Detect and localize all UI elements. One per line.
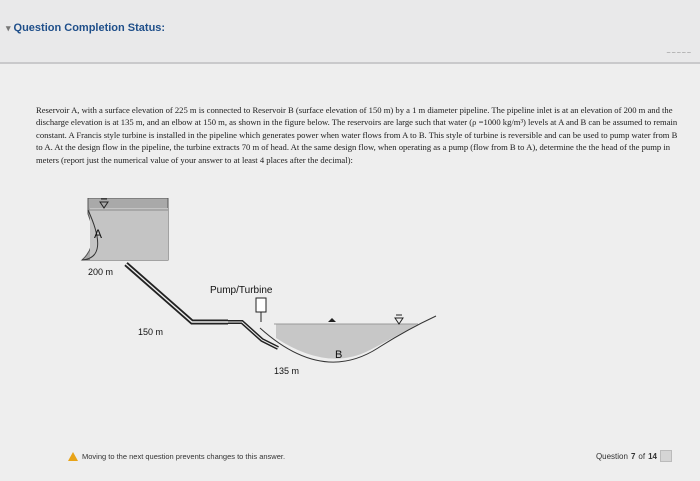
question-total: 14 [648,451,657,461]
pump-turbine-icon [256,298,266,312]
status-title[interactable] [6,22,165,34]
footer-warning-text: Moving to the next question prevents changes to this answer. [82,452,286,461]
discharge-elevation-label: 135 m [274,366,300,376]
question-of: of [638,451,646,461]
collapse-caret-icon[interactable]: ▾ [6,23,11,33]
reservoir-figure [60,198,450,444]
status-bar [0,0,700,62]
question-panel [0,64,700,481]
top-right-link[interactable]: ~~~~~ [666,50,692,57]
question-label: Question [595,451,628,461]
inlet-elevation-label: 200 m [88,267,114,277]
machine-label: Pump/Turbine [210,285,273,296]
question-current: 7 [630,451,636,461]
question-text: Reservoir A, with a surface elevation of 225 m is connected to Reservoir B (surface elevation of 150 m) by a 1 m diameter pipeline. The pipeline inlet is at an elevation of 200 m and the discharge elevation is at 135 m, and an elbow at 150 m, as shown in the figure below. The reservoirs are large such that water (ρ =1000 kg/m³) levels at A and B can be assumed to remain constant. A Francis style turbine is installed in the pipeline which generates power when water flows from A to B. This style of turbine is reversible and can be used to pump water from B to A. At the design flow in the pipeline, the turbine extracts 70 m of head. At the same design flow, when operating as a pump (flow from B to A), determine the the head of the pump in meters (report just the numerical value of your answer to at least 4 places after the decimal): [36,105,678,165]
reservoir-a-label: A [94,227,103,241]
surface-marker-b-icon [395,315,403,324]
question-nav-button[interactable] [660,450,672,462]
arrow-icon [328,318,336,322]
reservoir-b-label: B [335,349,343,361]
status-title-label: Question Completion Status: [13,22,166,34]
footer-warning [68,452,285,461]
warning-icon [68,452,78,461]
elbow-elevation-label: 150 m [138,327,164,337]
question-counter [596,450,672,462]
